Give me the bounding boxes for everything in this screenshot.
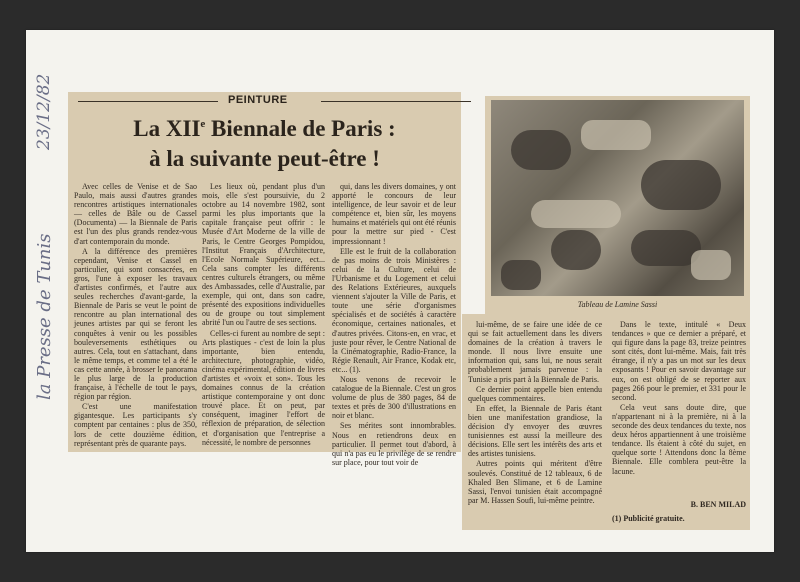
handwritten-source: la Presse de Tunis bbox=[34, 233, 55, 400]
paragraph: Elle est le fruit de la collaboration de pas moins de trois Ministères : celui de la Culture, celui de l'Urbanisme et du Logement et celui des Relations Extérieures, auxquels viennent s'ajouter la Ville de Paris, et toute une série d'organismes spécialisés et de sociétés à caractère économique, certaines nationales, et d'autres privées. Citons-en, en vrac, et juste pour rêver, le Centre National de la Cinématographie, Radio-France, la Régie Renault, Air France, Kodak etc, etc... (1). bbox=[332, 246, 456, 374]
clipping-photo bbox=[485, 96, 750, 314]
paragraph: Celles-ci furent au nombre de sept : Arts plastiques - c'est de loin la plus importante, bien entendu, architecture, photographie, vidéo, cinéma expérimental, édition de livres d'artistes et «voix et son». Tous les domaines connus de la création artistique contemporaine y ont donc trouvé place. Et on peut, par conséquent, imaginer l'effort de réflexion de préparation, de sélection et d'organisation que l'entreprise a nécessité, le nombre de personnes bbox=[202, 328, 325, 447]
paragraph: Avec celles de Venise et de Sao Paulo, mais aussi d'autres grandes rencontres artistiques internationales — celles de Bâle ou de Cassel (Documenta) — la Biennale de Paris est l'un des plus grands rendez-vous d'art contemporain du monde. bbox=[74, 182, 197, 246]
clipping-main bbox=[68, 92, 461, 467]
rubric-rule-left bbox=[78, 101, 218, 102]
headline-line-2: à la suivante peut-être ! bbox=[149, 146, 380, 171]
painting-photo bbox=[491, 100, 744, 296]
paragraph: En effet, la Biennale de Paris étant bien une manifestation grandiose, la décision d'y envoyer des œuvres tunisiennes est aussi la meilleure des décisions. Elle sert les intérêts des arts et des artistes tunisiens. bbox=[468, 403, 602, 459]
handwritten-date: 23/12/82 bbox=[34, 73, 54, 150]
footnote: (1) Publicité gratuite. bbox=[612, 514, 685, 523]
headline-superscript: e bbox=[200, 118, 206, 130]
paragraph: qui, dans les divers domaines, y ont apporté le concours de leur intelligence, de leur savoir et de leur compétence et, bien sûr, les moyens humains et matériels qui ont été réunis pour la mettre sur pied - C'est impressionnant ! bbox=[332, 182, 456, 246]
paragraph: A la différence des premières cependant, Venise et Cassel en particulier, qui sont consacrées, en gros, l'une à exposer les travaux d'artistes confirmés, et l'autre aux seules recherches d'avant-garde, la Biennale de Paris se veut le point de rencontre au plan international des jeunes artistes par qui se feront les conquêtes à venir ou les possibles bouleversements esthétiques ou autres. Cela, tout en s'attachant, dans le même temps, et comme tel a été le cas cette année, à brosser le panorama le plus large de la production française, à l'échelle de tout le pays, région par région. bbox=[74, 246, 197, 402]
article-column-2 bbox=[202, 182, 325, 447]
rubric-label: PEINTURE bbox=[228, 94, 288, 106]
article-column-1 bbox=[74, 182, 197, 447]
paragraph: Ses mérites sont innombrables. Nous en retiendrons deux en particulier. Il permet tout d'abord, à qui n'a pas eu le privilège de se rendre sur place, pour tout voir de bbox=[332, 421, 456, 467]
headline-line-1 bbox=[68, 116, 461, 142]
article-column-3 bbox=[332, 182, 456, 467]
photo-caption: Tableau de Lamine Sassi bbox=[577, 300, 658, 309]
author-signature: B. BEN MILAD bbox=[690, 500, 746, 509]
handwritten-annotation bbox=[30, 40, 58, 440]
headline-part: Biennale de Paris : bbox=[205, 116, 396, 141]
paragraph: Les lieux où, pendant plus d'un mois, elle s'est poursuivie, du 2 octobre au 14 novembre 1982, sont parmi les plus importants que la capitale française peut offrir : le Musée d'Art Moderne de la ville de Paris, le Centre Georges Pompidou, l'Institut Français d'Architecture, l'Ecole Normale Supérieure, ect... Cela sans compter les différents centres culturels étrangers, ou même des Ambassades, celle d'Australie, par exemple, qui ont, dans son cadre, présenté des expositions individuelles ou de groupe ou tout simplement abrité l'un ou l'autre de ses sections. bbox=[202, 182, 325, 328]
paragraph: C'est une manifestation gigantesque. Les participants s'y comptent par centaines : plus de 350, lors de cette douzième édition, représentant près de quarante pays. bbox=[74, 402, 197, 448]
paragraph: Dans le texte, intitulé « Deux tendances » que ce dernier a préparé, et qui figure dans la page 83, treize peintres sont cités, dont lui-même. Mais, fait très étrange, il n'y a pas un mot sur les deux exposants ! Pour en savoir davantage sur eux, on est obligé de se reporter aux pages 266 pour le premier, et 331 pour le second. bbox=[612, 320, 746, 402]
paragraph: lui-même, de se faire une idée de ce qui se fait actuellement dans les divers domaines de la création à travers le monde. Il nous livre ensuite une information qui, sans lui, ne nous serait probablement jamais parvenue : la Tunisie a pris part à la Biennale de Paris. bbox=[468, 320, 602, 384]
clipping-continuation bbox=[462, 314, 750, 530]
paragraph: Ce dernier point appelle bien entendu quelques commentaires. bbox=[468, 384, 602, 403]
paragraph: Cela veut sans doute dire, que n'appartenant ni à la première, ni à la seconde des deux tendances du texte, nos deux héros appartiennent à une troisième tendance. Ils étaient à côté du sujet, en quelque sorte ! Attendons donc la 8ème Biennale. Elle comblera peut-être la lacune. bbox=[612, 402, 746, 476]
paragraph: Autres points qui méritent d'être soulevés. Constitué de 12 tableaux, 6 de Khaled Ben Slimane, et 6 de Lamine Sassi, l'envoi tunisien était accompagné par M. Hassen Soufi, lui-même peintre. bbox=[468, 459, 602, 505]
rubric-rule-right bbox=[321, 101, 471, 102]
article-column-5 bbox=[612, 320, 746, 488]
headline-part: La XII bbox=[133, 116, 201, 141]
paragraph: Nous venons de recevoir le catalogue de la Biennale. C'est un gros volume de plus de 380 pages, 84 de textes et près de 300 d'illustrations en noir et blanc. bbox=[332, 374, 456, 421]
article-column-4 bbox=[468, 320, 602, 528]
rubric-header bbox=[78, 94, 468, 108]
